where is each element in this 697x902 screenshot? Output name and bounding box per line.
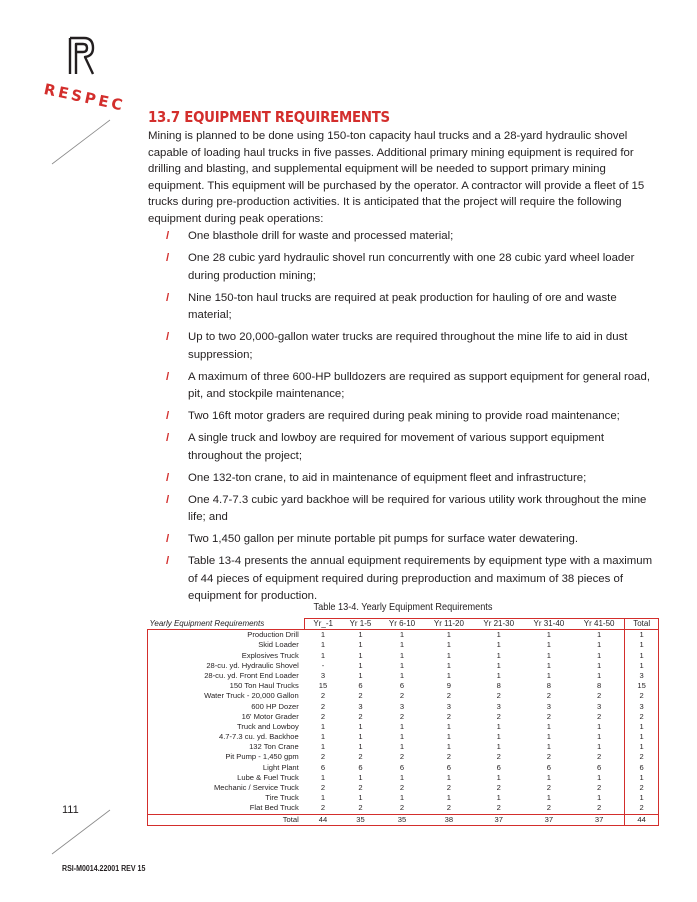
table-row bbox=[148, 763, 659, 773]
equipment-name-cell: Lube & Fuel Truck bbox=[148, 773, 305, 783]
value-cell: 8 bbox=[496, 681, 501, 691]
value-cell: 1 bbox=[446, 630, 452, 640]
equipment-name-cell: 4.7-7.3 cu. yd. Backhoe bbox=[148, 732, 305, 742]
value-cell: 2 bbox=[597, 711, 602, 721]
bullet-text: Up to two 20,000-gallon water trucks are required throughout the mine life to aid in dust suppression; bbox=[188, 331, 628, 361]
value-cell: 2 bbox=[625, 752, 659, 762]
page-number: 111 bbox=[62, 804, 79, 816]
value-cell: 1 bbox=[597, 630, 602, 640]
value-cell: 35 bbox=[380, 814, 424, 825]
value-cell: 2 bbox=[320, 783, 326, 793]
column-header: Yr 11-20 bbox=[424, 619, 473, 630]
bullet-item bbox=[148, 290, 660, 325]
equipment-name-cell: 28-cu. yd. Front End Loader bbox=[148, 671, 305, 681]
value-cell: 38 bbox=[424, 814, 473, 825]
column-header: Yr 1-5 bbox=[341, 619, 380, 630]
value-cell: 1 bbox=[320, 650, 326, 660]
column-header: Yr 21-30 bbox=[474, 619, 524, 630]
bullet-text: Table 13-4 presents the annual equipment requirements by equipment type with a maximum of 44 pieces of equipment required during preproduction and maximum of 38 pieces of equipment for production. bbox=[188, 555, 653, 602]
equipment-name-cell: Total bbox=[148, 814, 305, 825]
value-cell: 1 bbox=[358, 660, 363, 670]
value-cell: 2 bbox=[320, 752, 326, 762]
value-cell: 1 bbox=[399, 742, 405, 752]
value-cell: 2 bbox=[546, 783, 551, 793]
equipment-bullet-list bbox=[148, 228, 660, 610]
value-cell: 2 bbox=[399, 711, 405, 721]
value-cell: 3 bbox=[625, 702, 659, 712]
value-cell: 44 bbox=[625, 814, 659, 825]
value-cell: 1 bbox=[546, 670, 551, 680]
value-cell: 1 bbox=[320, 630, 326, 640]
value-cell: 1 bbox=[625, 640, 659, 650]
value-cell: 1 bbox=[446, 793, 452, 803]
value-cell: 6 bbox=[320, 762, 326, 772]
value-cell: 1 bbox=[496, 640, 501, 650]
equipment-name-cell: Water Truck - 20,000 Gallon bbox=[148, 691, 305, 701]
bullet-marker: / bbox=[166, 533, 170, 545]
value-cell: 3 bbox=[597, 701, 602, 711]
bullet-marker: / bbox=[166, 230, 170, 242]
value-cell: 1 bbox=[358, 793, 363, 803]
value-cell: 2 bbox=[446, 691, 452, 701]
value-cell: 2 bbox=[546, 752, 551, 762]
value-cell: 1 bbox=[625, 742, 659, 752]
table-row bbox=[148, 640, 659, 650]
value-cell: 1 bbox=[399, 772, 405, 782]
bullet-item bbox=[148, 228, 660, 246]
value-cell: 2 bbox=[496, 783, 501, 793]
table-row bbox=[148, 651, 659, 661]
value-cell: 44 bbox=[305, 814, 341, 825]
value-cell: 1 bbox=[320, 793, 326, 803]
value-cell: 1 bbox=[399, 721, 405, 731]
value-cell: 6 bbox=[597, 762, 602, 772]
respec-logo bbox=[42, 34, 128, 115]
value-cell: 1 bbox=[597, 670, 602, 680]
value-cell: 1 bbox=[399, 732, 405, 742]
equipment-name-cell: Truck and Lowboy bbox=[148, 722, 305, 732]
value-cell: 3 bbox=[496, 701, 501, 711]
table-row bbox=[148, 661, 659, 671]
value-cell: 2 bbox=[597, 691, 602, 701]
value-cell: 2 bbox=[446, 711, 452, 721]
column-header: Yr 31-40 bbox=[524, 619, 574, 630]
value-cell: 1 bbox=[597, 640, 602, 650]
column-header: Total bbox=[625, 619, 659, 630]
value-cell: 1 bbox=[320, 732, 326, 742]
value-cell: 2 bbox=[496, 711, 501, 721]
value-cell: 1 bbox=[399, 630, 405, 640]
equipment-name-cell: Skid Loader bbox=[148, 640, 305, 650]
equipment-name-cell: 150 Ton Haul Trucks bbox=[148, 681, 305, 691]
bullet-marker: / bbox=[166, 493, 170, 506]
value-cell: 1 bbox=[546, 630, 551, 640]
value-cell: 1 bbox=[358, 721, 363, 731]
table-row bbox=[148, 742, 659, 752]
bullet-item bbox=[148, 470, 660, 488]
value-cell: 1 bbox=[625, 630, 659, 641]
value-cell: 1 bbox=[546, 772, 551, 782]
value-cell: 1 bbox=[597, 772, 602, 782]
bullet-text: Two 1,450 gallon per minute portable pit pumps for surface water dewatering. bbox=[188, 533, 579, 545]
section-title: 13.7 EQUIPMENT REQUIREMENTS bbox=[148, 108, 390, 126]
value-cell: 1 bbox=[597, 650, 602, 660]
table-row bbox=[148, 681, 659, 691]
value-cell: 1 bbox=[446, 772, 452, 782]
equipment-name-cell: 28-cu. yd. Hydraulic Shovel bbox=[148, 661, 305, 671]
equipment-name-cell: 16' Motor Grader bbox=[148, 712, 305, 722]
value-cell: 6 bbox=[399, 681, 405, 691]
decorative-divider-bottom bbox=[50, 808, 112, 856]
equipment-name-cell: 132 Ton Crane bbox=[148, 742, 305, 752]
column-header: Yr_-1 bbox=[305, 619, 341, 630]
table-row bbox=[148, 630, 659, 641]
value-cell: 1 bbox=[358, 650, 363, 660]
value-cell: 1 bbox=[496, 630, 501, 640]
value-cell: 37 bbox=[574, 814, 625, 825]
value-cell: 1 bbox=[496, 660, 501, 670]
value-cell: 6 bbox=[399, 762, 405, 772]
bullet-item bbox=[148, 492, 660, 527]
value-cell: 2 bbox=[399, 691, 405, 701]
value-cell: 2 bbox=[625, 783, 659, 793]
value-cell: 2 bbox=[597, 752, 602, 762]
bullet-text: A maximum of three 600-HP bulldozers are required as support equipment for general road, pit, and stockpile maintenance; bbox=[188, 370, 650, 400]
value-cell: 6 bbox=[496, 762, 501, 772]
value-cell: 1 bbox=[597, 732, 602, 742]
value-cell: 1 bbox=[320, 640, 326, 650]
value-cell: 6 bbox=[546, 762, 551, 772]
value-cell: 2 bbox=[625, 691, 659, 701]
value-cell: 1 bbox=[546, 640, 551, 650]
value-cell: 1 bbox=[546, 732, 551, 742]
value-cell: 1 bbox=[446, 660, 452, 670]
bullet-marker: / bbox=[166, 432, 170, 444]
value-cell: 1 bbox=[320, 742, 326, 752]
value-cell: 1 bbox=[496, 772, 501, 782]
bullet-text: One 28 cubic yard hydraulic shovel run concurrently with one 28 cubic yard wheel loader during production mining; bbox=[188, 252, 635, 282]
table-caption: Table 13-4. Yearly Equipment Requirements bbox=[313, 602, 493, 613]
bullet-marker: / bbox=[166, 555, 170, 567]
equipment-name-cell: Mechanic / Service Truck bbox=[148, 783, 305, 793]
value-cell: 1 bbox=[320, 721, 326, 731]
value-cell: 2 bbox=[496, 691, 501, 701]
value-cell: 1 bbox=[358, 772, 363, 782]
bullet-item bbox=[148, 329, 660, 364]
value-cell: 2 bbox=[597, 783, 602, 793]
value-cell: 1 bbox=[597, 660, 602, 670]
value-cell: 2 bbox=[358, 803, 363, 813]
value-cell: 2 bbox=[546, 711, 551, 721]
value-cell: 2 bbox=[496, 752, 501, 762]
bullet-text: Two 16ft motor graders are required during peak mining to provide road maintenance; bbox=[188, 410, 620, 422]
value-cell: 1 bbox=[358, 640, 363, 650]
value-cell: 1 bbox=[597, 742, 602, 752]
table-row bbox=[148, 803, 659, 814]
value-cell: 1 bbox=[399, 660, 405, 670]
value-cell: 2 bbox=[358, 783, 363, 793]
bullet-marker: / bbox=[166, 410, 170, 422]
table-row bbox=[148, 722, 659, 732]
value-cell: 6 bbox=[625, 763, 659, 773]
value-cell: 2 bbox=[320, 701, 326, 711]
value-cell: 2 bbox=[320, 803, 326, 813]
bullet-item bbox=[148, 250, 660, 285]
value-cell: 2 bbox=[320, 691, 326, 701]
value-cell: 15 bbox=[625, 681, 659, 691]
value-cell: 2 bbox=[399, 803, 405, 813]
value-cell: 1 bbox=[546, 660, 551, 670]
value-cell: 37 bbox=[524, 814, 574, 825]
value-cell: 1 bbox=[546, 793, 551, 803]
total-row bbox=[148, 814, 659, 825]
value-cell: 9 bbox=[446, 681, 452, 691]
value-cell: 1 bbox=[446, 721, 452, 731]
table-row bbox=[148, 671, 659, 681]
value-cell: 1 bbox=[496, 721, 501, 731]
value-cell: 1 bbox=[625, 651, 659, 661]
equipment-name-cell: Explosives Truck bbox=[148, 651, 305, 661]
table-row bbox=[148, 732, 659, 742]
column-header: Yr 6-10 bbox=[380, 619, 424, 630]
bullet-item bbox=[148, 369, 660, 404]
value-cell: 1 bbox=[446, 742, 452, 752]
value-cell: 2 bbox=[496, 803, 501, 813]
respec-r-mark-icon bbox=[64, 34, 98, 78]
bullet-item bbox=[148, 531, 660, 549]
value-cell: 2 bbox=[446, 752, 452, 762]
value-cell: 8 bbox=[597, 681, 602, 691]
bullet-item bbox=[148, 553, 660, 606]
value-cell: 1 bbox=[399, 650, 405, 660]
value-cell: 1 bbox=[546, 650, 551, 660]
bullet-text: One blasthole drill for waste and processed material; bbox=[188, 230, 454, 242]
table-row bbox=[148, 702, 659, 712]
equipment-name-cell: 600 HP Dozer bbox=[148, 702, 305, 712]
logo-wordmark: RESPEC bbox=[42, 80, 128, 115]
value-cell: 1 bbox=[546, 721, 551, 731]
bullet-marker: / bbox=[166, 471, 170, 484]
equipment-name-cell: Tire Truck bbox=[148, 793, 305, 803]
decorative-divider bbox=[50, 118, 112, 166]
value-cell: 1 bbox=[399, 670, 405, 680]
value-cell: 2 bbox=[625, 712, 659, 722]
value-cell: 1 bbox=[496, 650, 501, 660]
value-cell: 2 bbox=[625, 803, 659, 814]
bullet-text: One 132-ton crane, to aid in maintenance of equipment fleet and infrastructure; bbox=[188, 471, 587, 484]
value-cell: 2 bbox=[399, 783, 405, 793]
value-cell: 1 bbox=[496, 742, 501, 752]
bullet-text: One 4.7-7.3 cubic yard backhoe will be required for various utility work throughout the mine life; and bbox=[188, 493, 647, 523]
equipment-name-cell: Pit Pump - 1,450 gpm bbox=[148, 752, 305, 762]
bullet-item bbox=[148, 430, 660, 465]
table-header-row bbox=[148, 619, 659, 630]
value-cell: - bbox=[321, 660, 325, 670]
value-cell: 1 bbox=[496, 670, 501, 680]
value-cell: 6 bbox=[446, 762, 452, 772]
value-cell: 15 bbox=[318, 681, 328, 691]
value-cell: 2 bbox=[399, 752, 405, 762]
value-cell: 1 bbox=[625, 661, 659, 671]
value-cell: 1 bbox=[399, 793, 405, 803]
value-cell: 3 bbox=[399, 701, 405, 711]
value-cell: 3 bbox=[546, 701, 551, 711]
value-cell: 2 bbox=[320, 711, 326, 721]
value-cell: 1 bbox=[446, 732, 452, 742]
equipment-name-cell: Production Drill bbox=[148, 630, 305, 641]
value-cell: 1 bbox=[320, 772, 326, 782]
table-row bbox=[148, 773, 659, 783]
bullet-text: Nine 150-ton haul trucks are required at peak production for hauling of ore and waste material; bbox=[188, 291, 617, 321]
document-code: RSI-M0014.22001 REV 15 bbox=[62, 864, 146, 873]
value-cell: 1 bbox=[446, 670, 452, 680]
table-row bbox=[148, 793, 659, 803]
value-cell: 3 bbox=[446, 701, 452, 711]
value-cell: 1 bbox=[496, 732, 501, 742]
bullet-marker: / bbox=[166, 252, 170, 264]
value-cell: 2 bbox=[597, 803, 602, 813]
column-header: Yr 41-50 bbox=[574, 619, 625, 630]
table-row bbox=[148, 712, 659, 722]
equipment-name-cell: Light Plant bbox=[148, 763, 305, 773]
value-cell: 2 bbox=[546, 803, 551, 813]
value-cell: 1 bbox=[625, 732, 659, 742]
value-cell: 1 bbox=[625, 793, 659, 803]
value-cell: 2 bbox=[358, 691, 363, 701]
bullet-item bbox=[148, 408, 660, 426]
value-cell: 1 bbox=[399, 640, 405, 650]
intro-paragraph: Mining is planned to be done using 150-ton capacity haul trucks and a 28-yard hydraulic shovel capable of loading haul trucks in five passes. Additional primary mining equipment is required for drilling and blasting, and supplemental equipment will be needed to support primary mining equipment. This equipment will be purchased by the operator. A contractor will provide a fleet of 15 trucks during pre-production activities. It is anticipated that the project will require the following equipment during peak operations: bbox=[148, 130, 645, 225]
value-cell: 1 bbox=[358, 742, 363, 752]
bullet-marker: / bbox=[166, 291, 170, 304]
value-cell: 1 bbox=[496, 793, 501, 803]
value-cell: 35 bbox=[341, 814, 380, 825]
value-cell: 1 bbox=[597, 721, 602, 731]
value-cell: 3 bbox=[320, 670, 326, 680]
value-cell: 2 bbox=[446, 783, 452, 793]
value-cell: 2 bbox=[358, 711, 363, 721]
value-cell: 1 bbox=[446, 640, 452, 650]
value-cell: 1 bbox=[358, 732, 363, 742]
value-cell: 1 bbox=[358, 670, 363, 680]
value-cell: 3 bbox=[358, 701, 363, 711]
value-cell: 1 bbox=[546, 742, 551, 752]
bullet-text: A single truck and lowboy are required for movement of various support equipment throughout the project; bbox=[188, 432, 604, 462]
value-cell: 37 bbox=[474, 814, 524, 825]
value-cell: 2 bbox=[358, 752, 363, 762]
value-cell: 6 bbox=[358, 762, 363, 772]
equipment-table bbox=[147, 618, 659, 826]
value-cell: 2 bbox=[446, 803, 452, 813]
value-cell: 1 bbox=[625, 722, 659, 732]
table-row bbox=[148, 691, 659, 701]
value-cell: 1 bbox=[358, 630, 363, 640]
equipment-name-cell: Flat Bed Truck bbox=[148, 803, 305, 814]
value-cell: 8 bbox=[546, 681, 551, 691]
value-cell: 6 bbox=[358, 681, 363, 691]
value-cell: 2 bbox=[546, 691, 551, 701]
bullet-marker: / bbox=[166, 331, 170, 343]
table-lead-header: Yearly Equipment Requirements bbox=[148, 619, 305, 630]
table-row bbox=[148, 783, 659, 793]
table-row bbox=[148, 752, 659, 762]
value-cell: 1 bbox=[446, 650, 452, 660]
value-cell: 1 bbox=[625, 773, 659, 783]
value-cell: 3 bbox=[625, 671, 659, 681]
bullet-marker: / bbox=[166, 370, 170, 383]
value-cell: 1 bbox=[597, 793, 602, 803]
